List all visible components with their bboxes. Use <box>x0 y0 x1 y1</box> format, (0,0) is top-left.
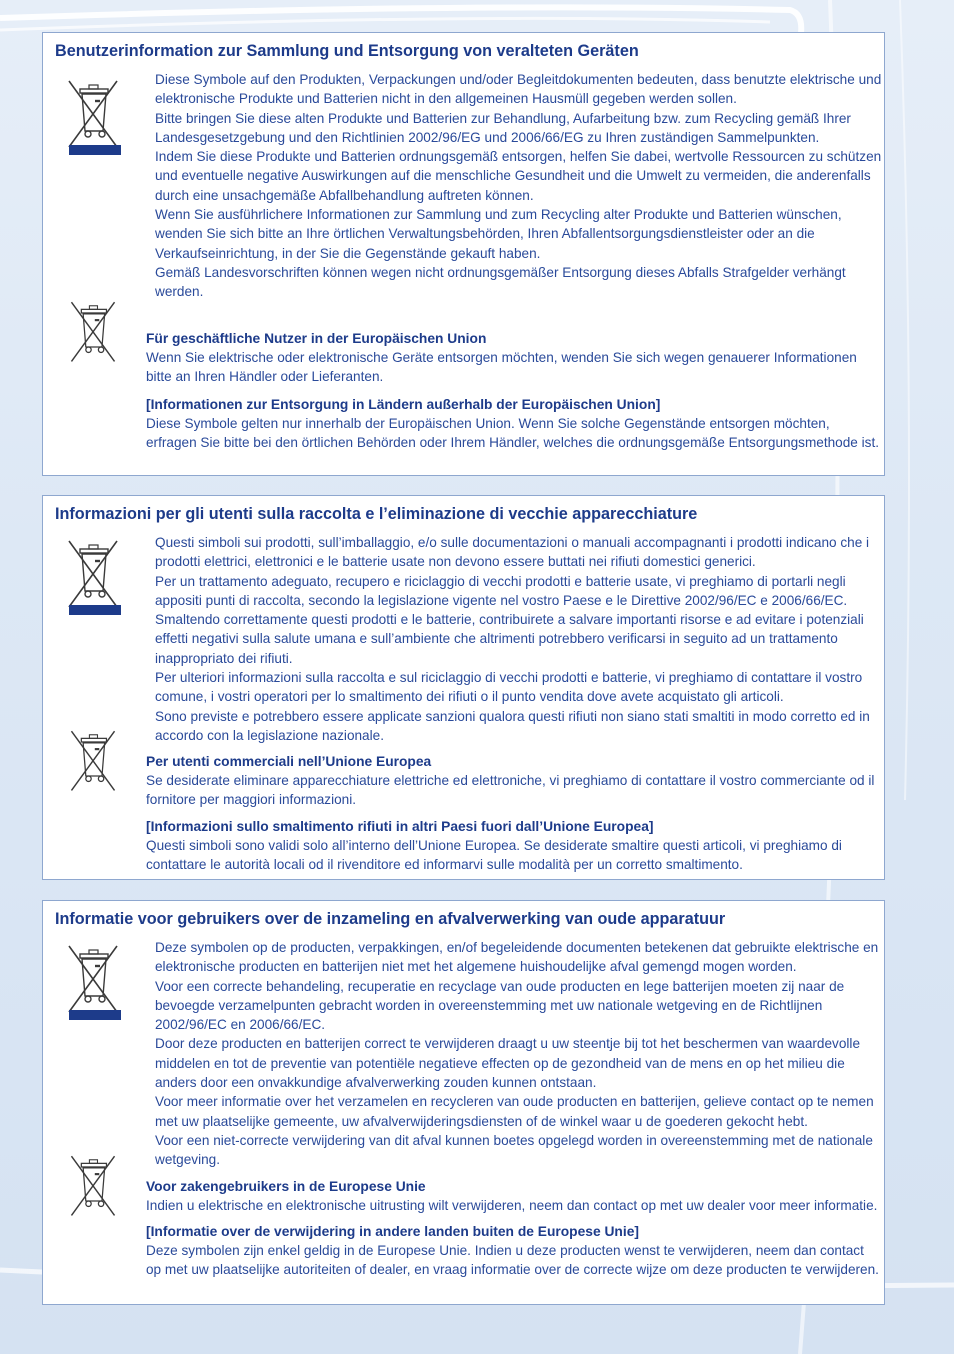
paragraph: Deze symbolen zijn enkel geldig in de Europese Unie. Indien u deze producten wenst te verwijderen, neem dan contact op met uw plaatselijke autoriteiten of dealer, en vraag informatie over de correcte wijze om deze producten te verwijderen. <box>146 1243 879 1278</box>
paragraph: Questi simboli sono validi solo all’interno dell’Unione Europea. Se desiderate smaltire questi articoli, vi preghiamo di contattare le autorità locali od il rivenditore ed informarvi sulle modalità per un corretto smaltimento. <box>146 838 842 873</box>
subheading: Voor zakengebruikers in de Europese Unie <box>146 1179 426 1194</box>
paragraph: Questi simboli sui prodotti, sull’imballaggio, e/o sulle documentazioni o manuali accompagnanti i prodotti indicano che i prodotti elettrici, elettronici e le batterie usate non devono essere buttati nei rifiuti domestici generici. <box>155 535 870 570</box>
paragraph: Indien u elektrische en elektronische uitrusting wilt verwijderen, neem dan contact op met uw dealer voor meer informatie. <box>146 1198 878 1213</box>
paragraph: Wenn Sie ausführlichere Informationen zur Sammlung und zum Recycling alter Produkte und Batterien wünschen, wenden Sie sich bitte an Ihre örtlichen Verwaltungsbehörden, Ihren Abfallentsorgungsdienstleister oder an die Verkaufseinrichtung, in der Sie die Gegenstände gekauft haben. <box>155 207 842 261</box>
business-users-block <box>146 329 881 387</box>
paragraph: Per ulteriori informazioni sulla raccolta e sul riciclaggio di vecchi prodotti e batterie, vi preghiamo di contattare il vostro comune, i vostri operatori per lo smaltimento dei rifiuti o il punto vendita dove avete acquistato gli articoli. <box>155 670 863 705</box>
crossed-out-wheelie-bin-icon <box>60 295 126 365</box>
body-text <box>155 533 885 745</box>
body-text <box>155 938 885 1170</box>
subheading: [Informazioni sullo smaltimento rifiuti in altri Paesi fuori dall’Unione Europea] <box>146 819 654 834</box>
subheading: [Informatie over de verwijdering in andere landen buiten de Europese Unie] <box>146 1224 639 1239</box>
section-title: Informatie voor gebruikers over de inzameling en afvalverwerking van oude apparatuur <box>55 910 726 928</box>
business-users-block <box>146 1177 881 1215</box>
crossed-out-wheelie-bin-with-bar-icon <box>65 533 125 615</box>
section-title: Benutzerinformation zur Sammlung und Entsorgung von veralteten Geräten <box>55 42 639 60</box>
business-users-block <box>146 752 881 810</box>
section-title: Informazioni per gli utenti sulla raccolta e l’eliminazione di vecchie apparecchiature <box>55 505 698 523</box>
paragraph: Sono previste e potrebbero essere applicate sanzioni qualora questi rifiuti non siano stati smaltiti in modo corretto ed in accordo con la legislazione nazionale. <box>155 708 870 743</box>
section-de <box>42 32 885 476</box>
paragraph: Gemäß Landesvorschriften können wegen nicht ordnungsgemäßer Entsorgung dieses Abfalls Strafgelder verhängt werden. <box>155 264 846 300</box>
crossed-out-wheelie-bin-with-bar-icon <box>65 73 125 155</box>
body-text <box>155 70 885 302</box>
paragraph: Voor een correcte behandeling, recuperatie en recyclage van oude producten en lege batterijen moeten zij naar de bevoegde verzamelpunten gebracht worden in overeenstemming met uw nationale wetgeving en de Richtlijnen 2002/96/EC en 2006/66/EC. <box>155 978 845 1033</box>
paragraph: Wenn Sie elektrische oder elektronische Geräte entsorgen möchten, wenden Sie sich wegen genauerer Informationen bitte an Ihren Händler oder Lieferanten. <box>146 350 857 385</box>
subheading: Per utenti commerciali nell’Unione Europea <box>146 754 432 769</box>
subheading: [Informationen zur Entsorgung in Ländern außerhalb der Europäischen Union] <box>146 397 661 412</box>
subheading: Für geschäftliche Nutzer in der Europäischen Union <box>146 331 487 346</box>
outside-eu-block <box>146 817 881 875</box>
paragraph: Per un trattamento adeguato, recupero e riciclaggio di vecchi prodotti e batterie usate, vi preghiamo di portarli negli appositi punti di raccolta, secondo la legislazione vigente nel vostro Paese e le Direttive 2002/96/EC e 2006/66/EC. <box>155 573 848 608</box>
crossed-out-wheelie-bin-icon <box>60 1149 126 1219</box>
paragraph: Voor meer informatie over het verzamelen en recycleren van oude producten en batterijen, gelieve contact op te nemen met uw plaatselijke gemeente, uw afvalverwijderingsdiensten of de winkel waar u de goederen gekocht hebt. <box>155 1094 874 1129</box>
outside-eu-block <box>146 1222 881 1280</box>
paragraph: Bitte bringen Sie diese alten Produkte und Batterien zur Behandlung, Aufarbeitung bzw. zum Recycling gemäß Ihrer Landesgesetzgebung und den Richtlinien 2002/96/EG und 2006/66/EG zu Ihren zuständigen Sammelpunkten. <box>155 110 851 145</box>
paragraph: Diese Symbole gelten nur innerhalb der Europäischen Union. Wenn Sie solche Gegenstände entsorgen möchten, erfragen Sie bitte bei den örtlichen Behörden oder Ihrem Händler, welches die ordnungsgemäße Entsorgungsmethode ist. <box>146 416 879 451</box>
paragraph: Voor een niet-correcte verwijdering van dit afval kunnen boetes opgelegd worden in overeenstemming met de nationale wetgeving. <box>155 1132 873 1168</box>
outside-eu-block <box>146 395 881 453</box>
paragraph: Door deze producten en batterijen correct te verwijderen draagt u uw steentje bij tot het beschermen van waardevolle middelen en tot de preventie van potentiële negatieve effecten op de gezondheid van de mens en op het milieu die anders door een onvakkundige afvalverwerking zouden kunnen ontstaan. <box>155 1036 861 1091</box>
crossed-out-wheelie-bin-with-bar-icon <box>65 938 125 1020</box>
section-it <box>42 495 885 880</box>
paragraph: Smaltendo correttamente questi prodotti e le batterie, contribuirete a salvare importanti risorse e ad evitare i potenziali effetti negativi sulla salute umana e sull’ambiente che altrimenti potrebbero verificarsi in seguito ad un trattamento inappropriato dei rifiuti. <box>155 612 864 666</box>
section-nl <box>42 900 885 1305</box>
paragraph: Se desiderate eliminare apparecchiature elettriche ed elettroniche, vi preghiamo di contattare il vostro commerciante od il fornitore per maggiori informazioni. <box>146 773 875 808</box>
crossed-out-wheelie-bin-icon <box>60 724 126 794</box>
paragraph: Diese Symbole auf den Produkten, Verpackungen und/oder Begleitdokumenten bedeuten, dass benutzte elektrische und elektronische Produkte und Batterien nicht in den allgemeinen Hausmüll gegeben werden sollen. <box>155 72 882 107</box>
paragraph: Deze symbolen op de producten, verpakkingen, en/of begeleidende documenten betekenen dat gebruikte elektrische en elektronische producten en batterijen niet met het algemene huishoudelijke afval gemengd mogen worden. <box>155 940 879 975</box>
paragraph: Indem Sie diese Produkte und Batterien ordnungsgemäß entsorgen, helfen Sie dabei, wertvolle Ressourcen zu schützen und eventuelle negative Auswirkungen auf die menschliche Gesundheit und die Umwelt zu vermeiden, die anderenfalls durch eine unsachgemäße Abfallbehandlung auftreten können. <box>155 149 882 203</box>
